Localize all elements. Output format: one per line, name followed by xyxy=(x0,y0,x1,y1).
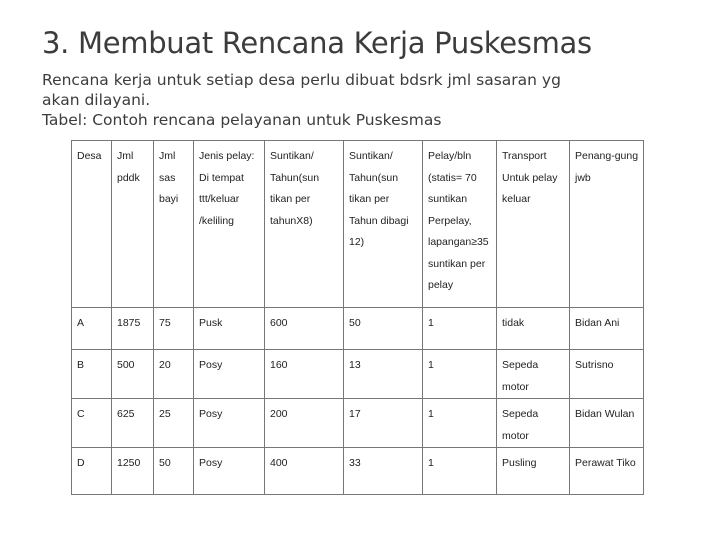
table-cell-pelay-bln xyxy=(423,399,497,448)
cell-text: Sepeda xyxy=(502,408,539,420)
header-text: tikan per xyxy=(270,193,311,205)
header-cell-jenis-pelay xyxy=(194,141,265,308)
header-text: /keliling xyxy=(199,214,235,227)
table-row xyxy=(72,448,644,495)
table-row xyxy=(72,308,644,350)
table-cell-suntikan-bulan xyxy=(344,308,423,350)
cell-text: 200 xyxy=(270,408,288,420)
header-text: pelay xyxy=(428,279,454,291)
header-cell-desa xyxy=(72,141,112,308)
cell-text: Posy xyxy=(199,359,223,371)
table-cell-suntikan-bulan xyxy=(344,448,423,495)
header-text: suntikan xyxy=(428,193,468,205)
header-text: 12) xyxy=(349,236,365,248)
cell-text: 160 xyxy=(270,359,288,371)
header-text: jwb xyxy=(575,171,591,184)
table-cell-transport xyxy=(497,350,570,399)
cell-text: C xyxy=(77,408,85,420)
service-plan-table xyxy=(71,140,644,495)
table-cell-penanggung-jwb xyxy=(570,448,644,495)
table-cell-jenis-pelay xyxy=(194,308,265,350)
cell-text: Sepeda xyxy=(502,359,539,371)
cell-text: 33 xyxy=(349,457,361,469)
cell-text: 1 xyxy=(428,457,434,469)
cell-text: Bidan Ani xyxy=(575,317,620,329)
header-text: Jenis pelay: xyxy=(199,150,255,162)
cell-text: 1 xyxy=(428,359,434,371)
table-header-row xyxy=(72,141,644,308)
header-text: Tahun(sun xyxy=(270,171,320,184)
header-text: Di tempat xyxy=(199,171,244,184)
cell-text: 1875 xyxy=(117,317,141,329)
cell-text: Posy xyxy=(199,408,223,420)
cell-text: Pusk xyxy=(199,317,223,329)
table-cell-pelay-bln xyxy=(423,308,497,350)
header-cell-suntikan-tahun xyxy=(265,141,344,308)
cell-text: 50 xyxy=(159,457,171,469)
header-text: lapangan≥35 xyxy=(428,236,489,248)
header-text: Perpelay, xyxy=(428,214,472,227)
cell-text: D xyxy=(77,457,85,469)
table-cell-pelay-bln xyxy=(423,350,497,399)
table-cell-suntikan-tahun xyxy=(265,448,344,495)
header-text: tahunX8) xyxy=(270,214,313,227)
cell-text: motor xyxy=(502,380,529,393)
header-text: bayi xyxy=(159,193,179,205)
cell-text: tidak xyxy=(502,317,525,329)
cell-text: 20 xyxy=(159,359,171,371)
cell-text: 400 xyxy=(270,457,288,469)
table-cell-suntikan-bulan xyxy=(344,350,423,399)
table-row xyxy=(72,350,644,399)
table-cell-desa xyxy=(72,448,112,495)
cell-text: Sutrisno xyxy=(575,359,614,371)
header-text: ttt/keluar xyxy=(199,193,240,205)
table-cell-pelay-bln xyxy=(423,448,497,495)
slide-subtitle xyxy=(42,70,702,130)
cell-text: B xyxy=(77,359,85,371)
header-cell-jml-pddk xyxy=(112,141,154,308)
table-cell-jml-pddk xyxy=(112,399,154,448)
cell-text: 17 xyxy=(349,408,361,420)
cell-text: 13 xyxy=(349,359,361,371)
cell-text: 75 xyxy=(159,317,171,329)
header-text: Pelay/bln xyxy=(428,150,472,162)
cell-text: A xyxy=(77,317,85,329)
header-cell-pelay-bln xyxy=(423,141,497,308)
cell-text: 600 xyxy=(270,317,288,329)
table-cell-transport xyxy=(497,448,570,495)
table-cell-jenis-pelay xyxy=(194,350,265,399)
header-text: Tahun(sun xyxy=(349,171,399,184)
table-cell-penanggung-jwb xyxy=(570,308,644,350)
table-cell-jml-pddk xyxy=(112,448,154,495)
cell-text: 1 xyxy=(428,317,434,329)
cell-text: 625 xyxy=(117,408,135,420)
table-cell-jml-sas-bayi xyxy=(154,350,194,399)
cell-text: 25 xyxy=(159,408,171,420)
cell-text: motor xyxy=(502,429,529,442)
table-cell-transport xyxy=(497,308,570,350)
subtitle-line: akan dilayani. xyxy=(42,91,151,109)
table-cell-jml-pddk xyxy=(112,308,154,350)
header-text: keluar xyxy=(502,193,531,205)
table-cell-suntikan-bulan xyxy=(344,399,423,448)
header-text: tikan per xyxy=(349,193,390,205)
table-row xyxy=(72,399,644,448)
table-cell-penanggung-jwb xyxy=(570,399,644,448)
header-text: Penang-gung xyxy=(575,150,639,162)
table-cell-desa xyxy=(72,350,112,399)
table-cell-jenis-pelay xyxy=(194,399,265,448)
table-cell-jml-pddk xyxy=(112,350,154,399)
header-text: Jml xyxy=(117,150,134,162)
table-cell-transport xyxy=(497,399,570,448)
header-text: suntikan per xyxy=(428,257,486,270)
table-cell-jml-sas-bayi xyxy=(154,448,194,495)
table-cell-jml-sas-bayi xyxy=(154,399,194,448)
header-cell-jml-sas-bayi xyxy=(154,141,194,308)
header-text: Tahun dibagi xyxy=(349,214,409,227)
header-text: (statis= 70 xyxy=(428,171,477,184)
header-text: Untuk pelay xyxy=(502,171,558,184)
table-cell-desa xyxy=(72,308,112,350)
header-text: pddk xyxy=(117,171,140,184)
cell-text: 1250 xyxy=(117,457,141,469)
table-cell-suntikan-tahun xyxy=(265,308,344,350)
header-text: Suntikan/ xyxy=(349,150,393,162)
cell-text: 1 xyxy=(428,408,434,420)
cell-text: 50 xyxy=(349,317,361,329)
header-cell-penanggung-jwb xyxy=(570,141,644,308)
table-cell-suntikan-tahun xyxy=(265,399,344,448)
table-cell-suntikan-tahun xyxy=(265,350,344,399)
table-cell-jenis-pelay xyxy=(194,448,265,495)
header-text: Suntikan/ xyxy=(270,150,314,162)
header-text: Desa xyxy=(77,150,102,162)
slide-title: 3. Membuat Rencana Kerja Puskesmas xyxy=(42,26,592,60)
cell-text: Bidan Wulan xyxy=(575,408,635,420)
header-text: sas xyxy=(159,171,176,184)
cell-text: 500 xyxy=(117,359,135,371)
subtitle-line: Tabel: Contoh rencana pelayanan untuk Puskesmas xyxy=(42,111,442,129)
header-cell-transport xyxy=(497,141,570,308)
cell-text: Perawat Tiko xyxy=(575,457,636,469)
cell-text: Pusling xyxy=(502,457,537,469)
header-text: Transport xyxy=(502,150,547,162)
header-text: Jml xyxy=(159,150,176,162)
header-cell-suntikan-bulan xyxy=(344,141,423,308)
cell-text: Posy xyxy=(199,457,223,469)
table-cell-jml-sas-bayi xyxy=(154,308,194,350)
subtitle-line: Rencana kerja untuk setiap desa perlu dibuat bdsrk jml sasaran yg xyxy=(42,71,561,89)
table-cell-penanggung-jwb xyxy=(570,350,644,399)
table-cell-desa xyxy=(72,399,112,448)
